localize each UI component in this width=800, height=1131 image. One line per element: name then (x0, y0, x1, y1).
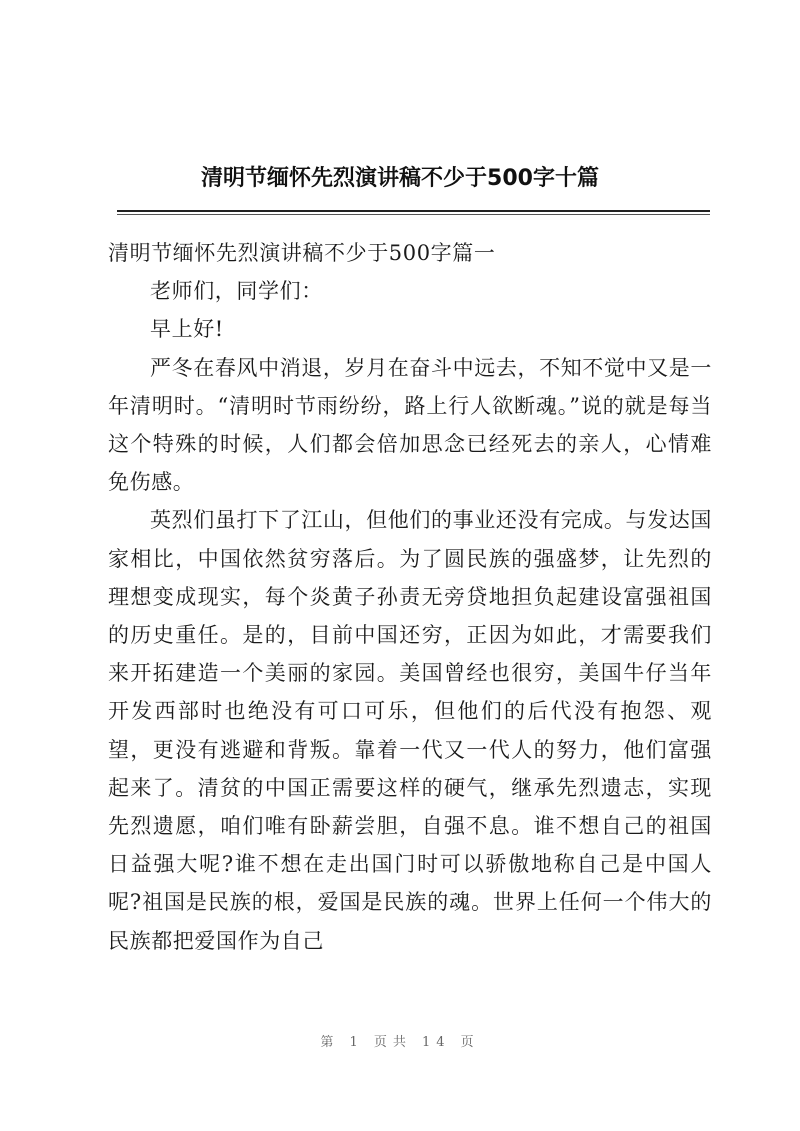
greeting: 早上好! (150, 317, 224, 342)
document-body (108, 234, 712, 960)
document-title: 清明节缅怀先烈演讲稿不少于500字十篇 (201, 166, 599, 191)
page-footer: 第 1 页共 14 页 (320, 1035, 480, 1050)
paragraph: 英烈们虽打下了江山，但他们的事业还没有完成。与发达国家相比，中国依然贫穷落后。为了圆民族的强盛梦，让先烈的理想变成现实，每个炎黄子孙责无旁贷地担负起建设富强祖国的历史重任。是的，目前中国还穷，正因为如此，才需要我们来开拓建造一个美丽的家园。美国曾经也很穷，美国牛仔当年开发西部时也绝没有可口可乐，但他们的后代没有抱怨、观望，更没有逃避和背叛。靠着一代又一代人的努力，他们富强起来了。清贫的中国正需要这样的硬气，继承先烈遗志，实现先烈遗愿，咱们唯有卧薪尝胆，自强不息。谁不想自己的祖国日益强大呢?谁不想在走出国门时可以骄傲地称自己是中国人呢?祖国是民族的根，爱国是民族的魂。世界上任何一个伟大的民族都把爱国作为自己 (108, 508, 712, 953)
title-underline-thick (117, 210, 710, 212)
salutation: 老师们，同学们： (150, 279, 323, 304)
title-underline-thin (117, 214, 710, 215)
section-heading: 清明节缅怀先烈演讲稿不少于500字篇一 (108, 241, 496, 265)
paragraph: 严冬在春风中消退，岁月在奋斗中远去，不知不觉中又是一年清明时。“清明时节雨纷纷，路上行人欲断魂。”说的就是每当这个特殊的时候，人们都会倍加思念已经死去的亲人，心情难免伤感。 (108, 355, 712, 495)
